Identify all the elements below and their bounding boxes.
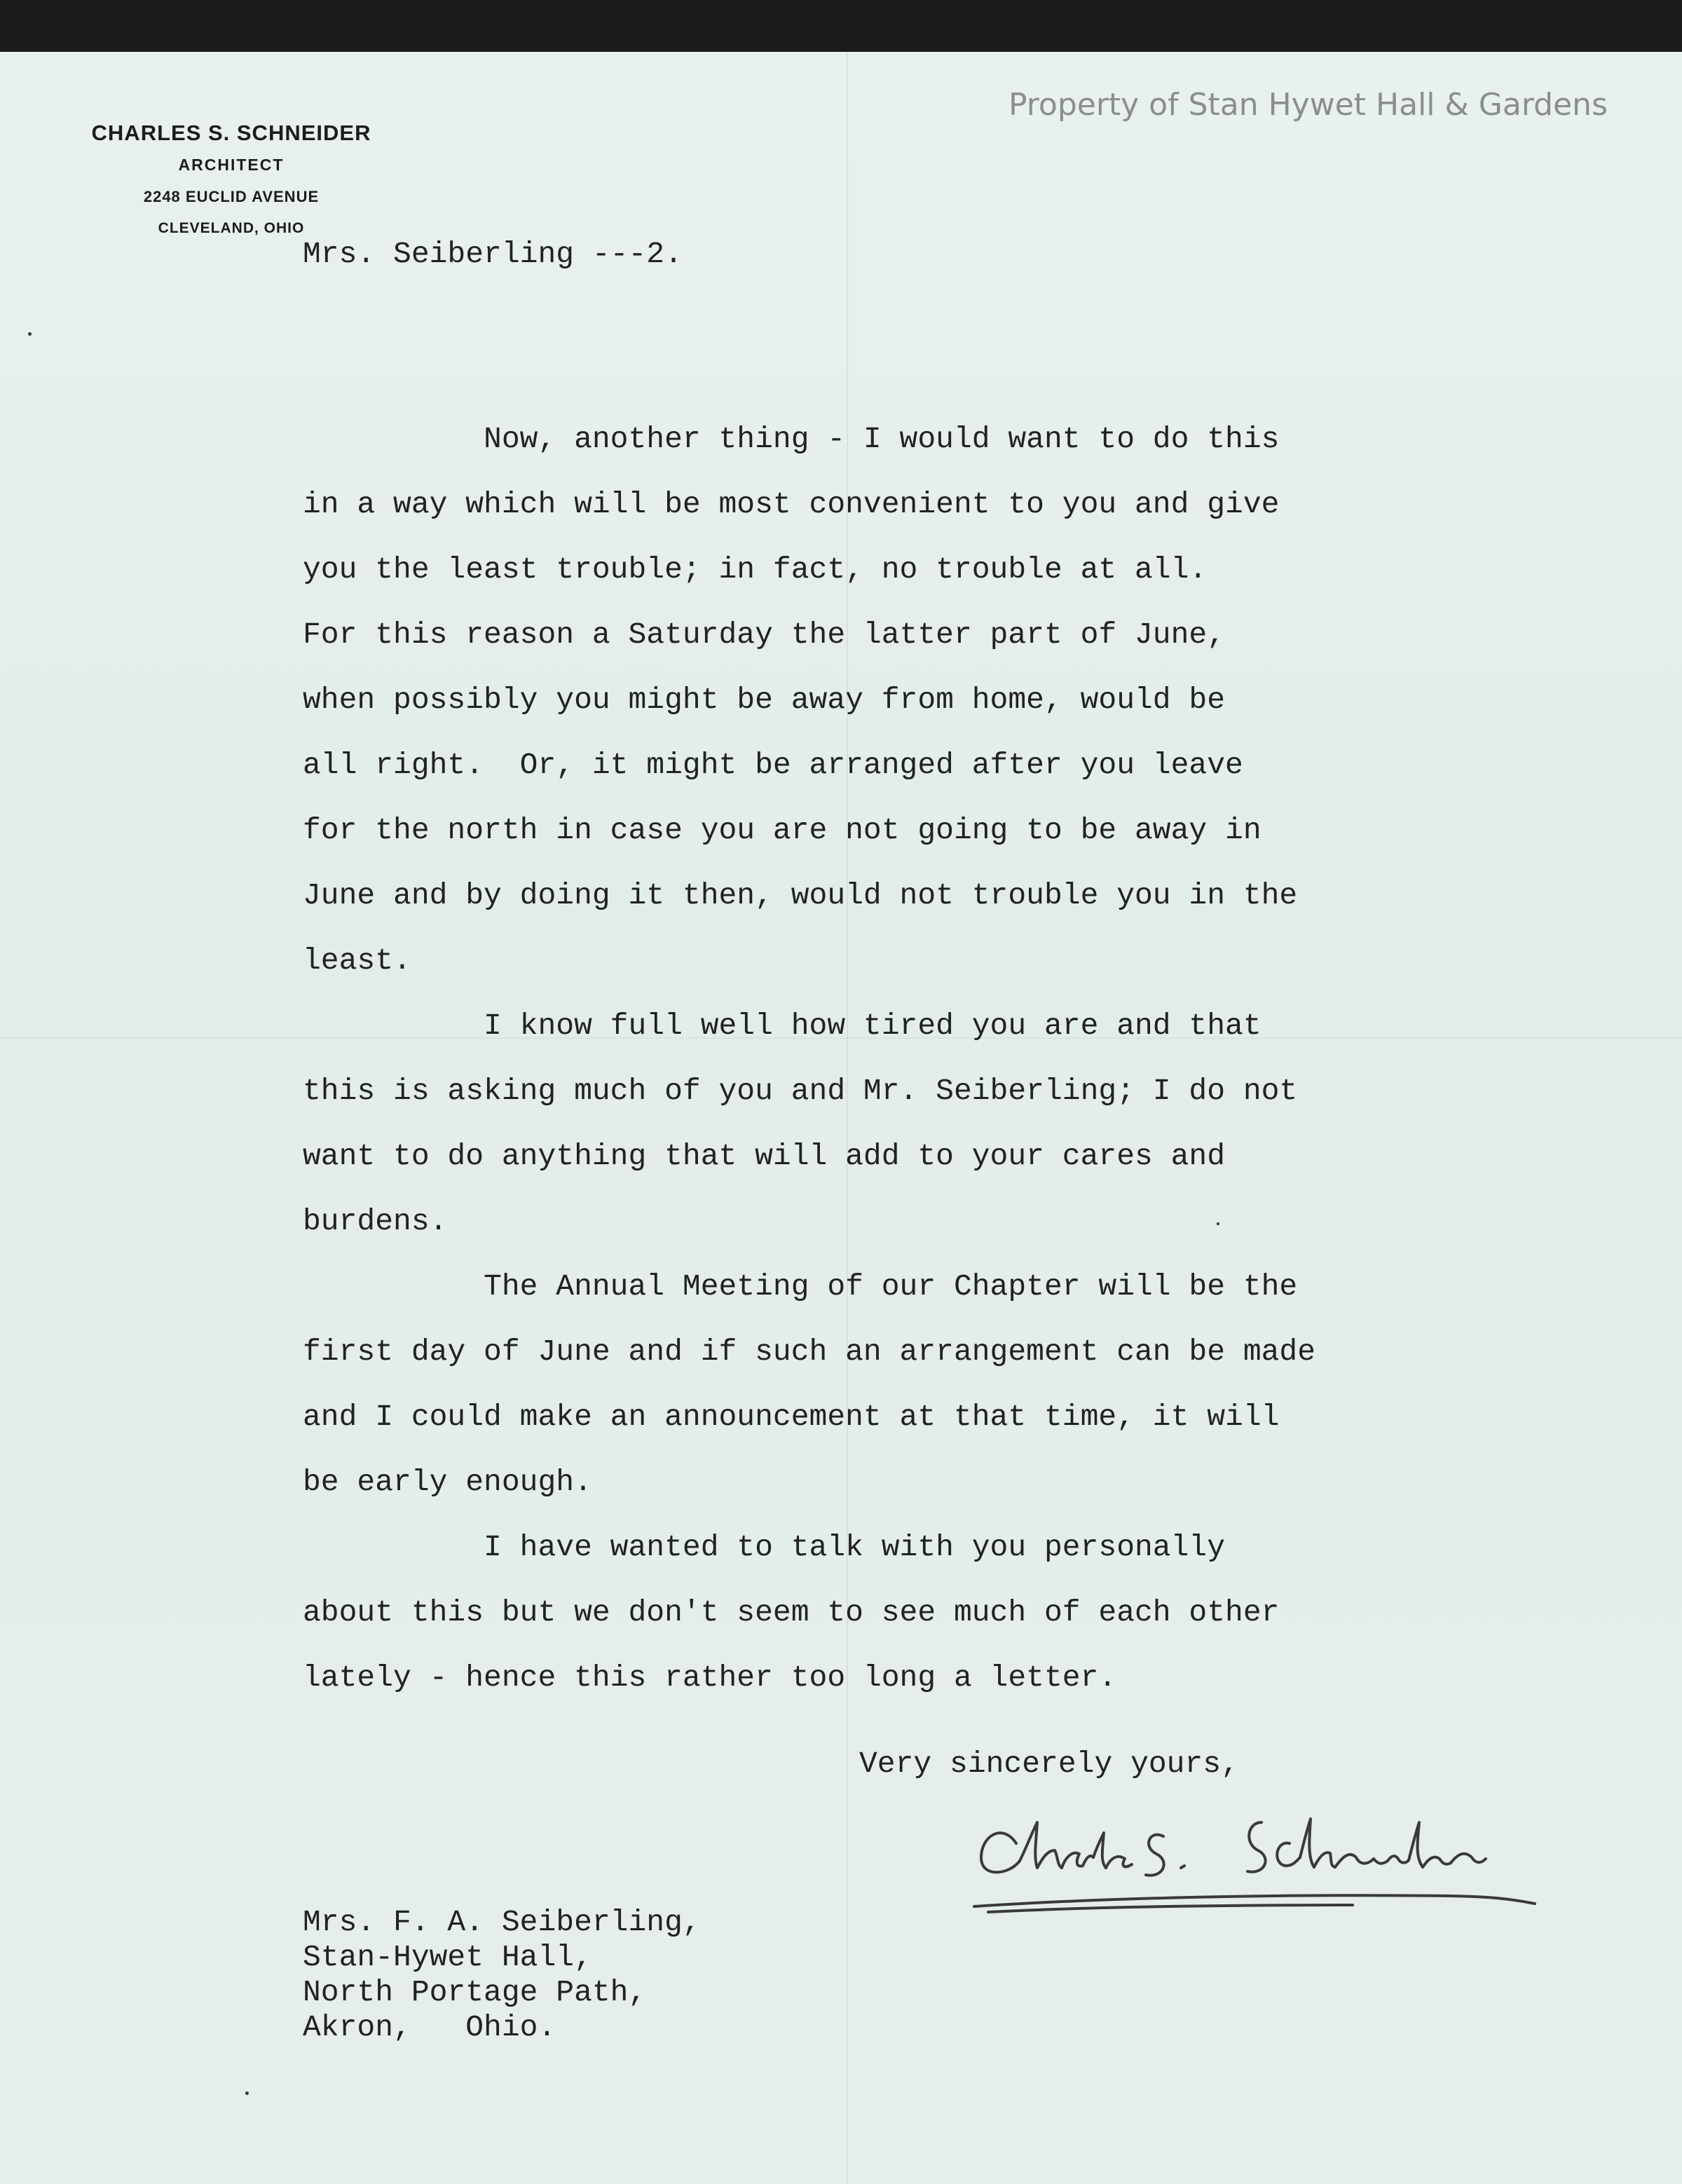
body-line: all right. Or, it might be arranged after you leave [303, 748, 1243, 782]
letterhead [63, 118, 399, 244]
body-line: June and by doing it then, would not trouble you in the [303, 878, 1298, 913]
letterhead-name: CHARLES S. SCHNEIDER [91, 121, 371, 145]
body-line: when possibly you might be away from home, would be [303, 683, 1226, 717]
body-line: I know full well how tired you are and that [303, 1009, 1262, 1043]
letterhead-title: ARCHITECT [178, 156, 285, 174]
body-line: about this but we don't seem to see much of each other [303, 1595, 1280, 1630]
body-line: in a way which will be most convenient to you and give [303, 487, 1280, 521]
recipient-address [303, 1905, 701, 2045]
letterhead-city: CLEVELAND, OHIO [158, 220, 305, 236]
body-line: burdens. [303, 1204, 448, 1238]
body-line: lately - hence this rather too long a letter. [303, 1660, 1117, 1695]
letterhead-address: 2248 EUCLID AVENUE [143, 188, 320, 205]
body-line: you the least trouble; in fact, no trouble at all. [303, 552, 1208, 587]
paper-speck [1217, 1222, 1219, 1225]
body-line: I have wanted to talk with you personally [303, 1530, 1226, 1564]
body-line: for the north in case you are not going to be away in [303, 813, 1262, 847]
body-line: be early enough. [303, 1465, 592, 1499]
page-heading: Mrs. Seiberling ---2. [303, 237, 683, 271]
body-line: this is asking much of you and Mr. Seiberling; I do not [303, 1074, 1298, 1108]
recipient-line: North Portage Path, [303, 1975, 647, 2009]
body-line: want to do anything that will add to your cares and [303, 1139, 1226, 1173]
body-line: least. [303, 943, 411, 978]
body-line: first day of June and if such an arrangement can be made [303, 1335, 1316, 1369]
handwritten-signature [960, 1780, 1577, 1920]
paper-speck [28, 332, 32, 336]
watermark: Property of Stan Hywet Hall & Gardens [1008, 87, 1608, 123]
body-line: Now, another thing - I would want to do this [303, 422, 1280, 456]
paper-speck [245, 2091, 249, 2095]
body-line: For this reason a Saturday the latter part of June, [303, 617, 1226, 652]
closing: Very sincerely yours, [859, 1747, 1239, 1781]
recipient-line: Akron, Ohio. [303, 2010, 556, 2045]
body-line: The Annual Meeting of our Chapter will be the [303, 1269, 1298, 1304]
body-line: and I could make an announcement at that time, it will [303, 1400, 1280, 1434]
recipient-line: Mrs. F. A. Seiberling, [303, 1905, 701, 1939]
recipient-line: Stan-Hywet Hall, [303, 1940, 592, 1974]
letter-body [303, 423, 1315, 1727]
